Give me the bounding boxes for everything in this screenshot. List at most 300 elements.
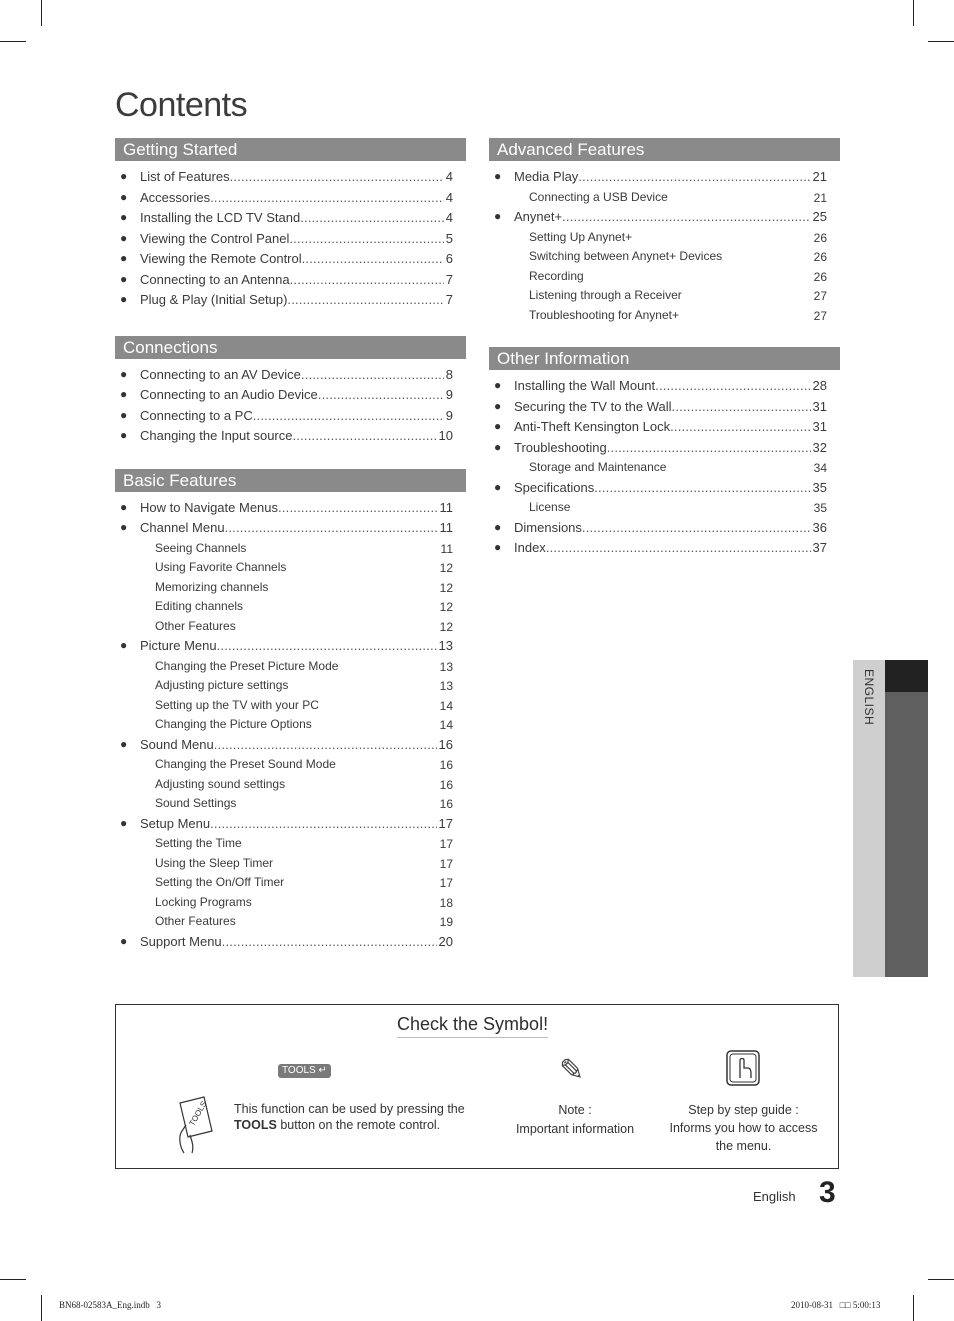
- dot-leader: [217, 638, 453, 653]
- tools-badge: [278, 1064, 331, 1078]
- bullet-icon: ●: [120, 271, 128, 286]
- toc-label-line: [155, 541, 453, 555]
- toc-label: Specifications: [514, 479, 595, 495]
- toc-label: Using the Sleep Timer: [155, 855, 274, 870]
- toc-page: 16: [439, 777, 453, 792]
- toc-entry: [115, 736, 466, 757]
- toc-label: Support Menu: [140, 933, 222, 949]
- crop-mark: [0, 1279, 26, 1280]
- toc-subentry: [115, 559, 466, 579]
- crop-mark: [41, 0, 42, 26]
- toc-subentry: [489, 229, 840, 249]
- toc-label-line: [514, 480, 827, 495]
- dot-leader: [582, 520, 827, 535]
- toc-page: 12: [439, 561, 453, 575]
- tools-badge-label: TOOLS: [282, 1065, 316, 1076]
- toc-list: [115, 499, 466, 954]
- toc-page: 11: [439, 499, 453, 515]
- section-other-information: [489, 347, 840, 560]
- toc-label: Listening through a Receiver: [529, 288, 682, 302]
- toc-page: 11: [439, 520, 453, 535]
- toc-label: Using Favorite Channels: [155, 560, 287, 574]
- toc-page: 17: [439, 876, 453, 890]
- toc-label-line: [140, 816, 453, 831]
- toc-entry: [115, 291, 466, 312]
- dot-leader: [607, 440, 827, 455]
- toc-page: 21: [813, 190, 827, 205]
- toc-page: 35: [812, 479, 827, 495]
- dot-leader: [222, 934, 453, 949]
- toc-page: 26: [813, 269, 827, 284]
- toc-label: Setting the Time: [155, 836, 242, 850]
- toc-page: 7: [445, 292, 453, 307]
- toc-page: 17: [439, 837, 453, 851]
- toc-entry: [115, 271, 466, 292]
- bullet-icon: ●: [494, 398, 502, 413]
- toc-label-line: [514, 209, 827, 224]
- toc-page: 9: [445, 407, 453, 423]
- crop-mark: [913, 1295, 914, 1321]
- dot-leader: [562, 209, 827, 224]
- toc-entry: [489, 539, 840, 560]
- dot-leader: [210, 816, 453, 831]
- bullet-icon: ●: [120, 169, 128, 183]
- toc-page: 10: [438, 428, 453, 443]
- toc-list: [115, 168, 466, 312]
- toc-label: Recording: [529, 268, 584, 283]
- toc-subentry: [115, 756, 466, 776]
- toc-page: 37: [812, 540, 827, 555]
- toc-label-line: [140, 408, 453, 423]
- tools-text-part: This function can be used by pressing the: [234, 1102, 465, 1116]
- toc-entry: [115, 427, 466, 448]
- toc-label: Connecting to an AV Device: [140, 366, 301, 382]
- toc-page: 28: [812, 378, 827, 393]
- guide-description: [661, 1101, 826, 1155]
- section-advanced-features: [489, 138, 840, 326]
- toc-page: 27: [813, 308, 827, 323]
- toc-page: 32: [812, 439, 827, 455]
- dot-leader: [594, 480, 827, 495]
- toc-label: Adjusting sound settings: [155, 776, 286, 791]
- toc-subentry: [115, 894, 466, 914]
- toc-label: Connecting to an Audio Device: [140, 387, 318, 402]
- toc-entry: [115, 250, 466, 271]
- toc-page: 27: [813, 289, 827, 303]
- toc-label-line: [514, 169, 827, 184]
- toc-label-line: [155, 914, 453, 928]
- toc-page: 13: [439, 659, 453, 674]
- section-heading: Other Information: [489, 347, 840, 370]
- toc-label-line: [140, 251, 453, 266]
- toc-page: 35: [813, 501, 827, 515]
- toc-label: Sound Settings: [155, 796, 237, 810]
- toc-subentry: [489, 268, 840, 288]
- toc-label: Connecting to an Antenna: [140, 271, 290, 287]
- dot-leader: [214, 737, 453, 752]
- toc-label: Media Play: [514, 169, 579, 184]
- toc-entry: [115, 168, 466, 189]
- dot-leader: [230, 169, 453, 184]
- toc-subentry: [115, 776, 466, 796]
- bullet-icon: ●: [120, 366, 128, 381]
- toc-label-line: [529, 460, 827, 474]
- toc-label-line: [140, 428, 453, 443]
- bullet-icon: ●: [120, 520, 128, 534]
- toc-entry: [115, 209, 466, 230]
- toc-label-line: [529, 308, 827, 322]
- toc-label-line: [140, 500, 453, 515]
- toc-label-line: [155, 560, 453, 574]
- toc-label-line: [140, 169, 453, 184]
- section-connections: [115, 336, 466, 448]
- tools-description: [234, 1101, 484, 1133]
- toc-label-line: [514, 440, 827, 455]
- toc-label: Accessories: [140, 189, 211, 205]
- bullet-icon: ●: [120, 210, 128, 224]
- toc-label: Anti-Theft Kensington Lock: [514, 419, 671, 434]
- bullet-icon: ●: [494, 439, 502, 454]
- bullet-icon: ●: [120, 736, 128, 751]
- bullet-icon: ●: [120, 638, 128, 652]
- bullet-icon: ●: [120, 189, 128, 204]
- toc-entry: [489, 418, 840, 439]
- toc-label-line: [155, 698, 453, 712]
- toc-page: 8: [445, 366, 453, 382]
- toc-label-line: [529, 230, 827, 244]
- toc-page: 16: [439, 758, 453, 772]
- toc-page: 26: [813, 230, 827, 245]
- toc-label-line: [155, 757, 453, 771]
- crop-mark: [928, 1279, 954, 1280]
- dot-leader: [289, 231, 453, 246]
- toc-page: 11: [440, 541, 453, 556]
- guide-detail: Informs you how to access the menu.: [669, 1121, 818, 1153]
- toc-label: Troubleshooting for Anynet+: [529, 307, 679, 322]
- toc-label-line: [155, 599, 453, 613]
- toc-label-line: [155, 777, 453, 791]
- section-heading: Getting Started: [115, 138, 466, 161]
- toc-label: Adjusting picture settings: [155, 678, 289, 692]
- toc-entry: [489, 398, 840, 419]
- toc-page: 12: [439, 600, 453, 614]
- page-number: 3: [819, 1176, 836, 1209]
- toc-label: Troubleshooting: [514, 439, 607, 455]
- toc-entry: [115, 230, 466, 251]
- bullet-icon: ●: [494, 540, 502, 554]
- toc-subentry: [489, 459, 840, 479]
- toc-label: Setting Up Anynet+: [529, 229, 633, 244]
- tools-text-part: button on the remote control.: [280, 1118, 441, 1132]
- section-basic-features: [115, 469, 466, 954]
- toc-label-line: [155, 678, 453, 692]
- toc-label: Storage and Maintenance: [529, 460, 667, 474]
- toc-label-line: [529, 269, 827, 283]
- toc-label: Installing the LCD TV Stand: [140, 210, 301, 225]
- toc-label: Setting up the TV with your PC: [155, 697, 319, 712]
- toc-page: 26: [813, 250, 827, 264]
- toc-label: Changing the Preset Sound Mode: [155, 757, 336, 771]
- toc-label: Channel Menu: [140, 520, 225, 535]
- toc-entry: [115, 366, 466, 387]
- bullet-icon: ●: [120, 292, 128, 306]
- toc-subentry: [115, 913, 466, 933]
- check-symbol-title: Check the Symbol!: [397, 1014, 548, 1038]
- toc-page: 21: [812, 169, 827, 184]
- crop-mark: [41, 1295, 42, 1321]
- bullet-icon: ●: [494, 479, 502, 494]
- right-column: [489, 138, 840, 560]
- bullet-icon: ●: [120, 407, 128, 422]
- toc-label: Securing the TV to the Wall: [514, 398, 672, 414]
- section-heading: Basic Features: [115, 469, 466, 492]
- toc-label-line: [529, 190, 827, 204]
- toc-subentry: [489, 248, 840, 268]
- toc-label: Sound Menu: [140, 736, 214, 752]
- toc-entry: [489, 208, 840, 229]
- toc-page: 13: [438, 638, 453, 653]
- toc-page: 4: [445, 189, 453, 205]
- toc-label: Changing the Input source: [140, 428, 293, 443]
- toc-label-line: [140, 737, 453, 752]
- bullet-icon: ●: [120, 387, 128, 401]
- toc-entry: [489, 168, 840, 189]
- toc-label-line: [155, 580, 453, 594]
- toc-page: 7: [445, 271, 453, 287]
- crop-mark: [0, 41, 26, 42]
- toc-label: Changing the Picture Options: [155, 717, 312, 731]
- pencil-note-icon: ✎: [559, 1054, 585, 1087]
- toc-page: 18: [439, 895, 453, 910]
- toc-label: Editing channels: [155, 599, 244, 613]
- section-getting-started: [115, 138, 466, 312]
- toc-subentry: [489, 189, 840, 209]
- toc-label-line: [140, 387, 453, 402]
- section-heading: Connections: [115, 336, 466, 359]
- bullet-icon: ●: [494, 378, 502, 392]
- toc-subentry: [489, 307, 840, 327]
- toc-subentry: [115, 716, 466, 736]
- dot-leader: [655, 378, 827, 393]
- toc-label-line: [140, 292, 453, 307]
- toc-label: Viewing the Control Panel: [140, 230, 290, 246]
- toc-label-line: [140, 190, 453, 205]
- toc-page: 12: [439, 619, 453, 634]
- dot-leader: [278, 500, 453, 515]
- toc-entry: [115, 407, 466, 428]
- toc-page: 20: [438, 933, 453, 949]
- toc-label: Viewing the Remote Control: [140, 251, 302, 266]
- toc-subentry: [115, 795, 466, 815]
- toc-label-line: [529, 288, 827, 302]
- toc-label: Installing the Wall Mount: [514, 378, 656, 393]
- toc-label: Setting the On/Off Timer: [155, 875, 285, 889]
- toc-label-line: [514, 378, 827, 393]
- toc-list: [115, 366, 466, 448]
- bullet-icon: ●: [120, 933, 128, 948]
- toc-page: 14: [439, 718, 453, 732]
- toc-page: 9: [445, 387, 453, 402]
- toc-label: Index: [514, 540, 546, 555]
- toc-label: Changing the Preset Picture Mode: [155, 658, 339, 673]
- toc-entry: [489, 439, 840, 460]
- dot-leader: [672, 399, 827, 414]
- toc-page: 36: [812, 519, 827, 535]
- toc-subentry: [115, 658, 466, 678]
- toc-page: 16: [438, 736, 453, 752]
- toc-label: Connecting a USB Device: [529, 189, 668, 204]
- dot-leader: [300, 210, 453, 225]
- dot-leader: [225, 520, 453, 535]
- tools-text-bold: TOOLS: [234, 1118, 277, 1132]
- dot-leader: [293, 428, 454, 443]
- toc-label-line: [155, 875, 453, 889]
- dot-leader: [301, 367, 453, 382]
- toc-label-line: [140, 367, 453, 382]
- toc-subentry: [115, 598, 466, 618]
- bullet-icon: ●: [120, 428, 128, 442]
- dot-leader: [290, 272, 453, 287]
- toc-page: 31: [812, 419, 827, 434]
- toc-page: 25: [812, 209, 827, 224]
- bullet-icon: ●: [494, 169, 502, 183]
- toc-label: Seeing Channels: [155, 540, 247, 555]
- dot-leader: [318, 387, 453, 402]
- dot-leader: [302, 251, 453, 266]
- check-symbol-box: [115, 1004, 839, 1169]
- language-tab-label: ENGLISH: [862, 669, 876, 726]
- toc-subentry: [115, 855, 466, 875]
- toc-page: 5: [445, 230, 453, 246]
- toc-label: Picture Menu: [140, 638, 217, 653]
- bullet-icon: ●: [120, 499, 128, 514]
- left-column: [115, 138, 466, 953]
- note-detail: Important information: [515, 1122, 635, 1136]
- dot-leader: [253, 408, 453, 423]
- toc-label: Other Features: [155, 618, 236, 633]
- toc-page: 13: [439, 679, 453, 693]
- toc-entry: [115, 499, 466, 520]
- toc-page: 17: [438, 815, 453, 831]
- toc-label: Connecting to a PC: [140, 407, 253, 423]
- footer-language: English: [753, 1189, 796, 1204]
- toc-entry: [115, 519, 466, 540]
- dot-leader: [287, 292, 453, 307]
- toc-entry: [115, 933, 466, 954]
- bullet-icon: ●: [494, 209, 502, 223]
- toc-page: 19: [439, 915, 453, 929]
- bullet-icon: ●: [120, 251, 128, 265]
- finger-guide-icon: [726, 1050, 760, 1086]
- toc-entry: [489, 377, 840, 398]
- toc-label: Memorizing channels: [155, 579, 269, 594]
- toc-label-line: [514, 399, 827, 414]
- toc-label: Plug & Play (Initial Setup): [140, 292, 288, 307]
- section-heading: Advanced Features: [489, 138, 840, 161]
- toc-label: Other Features: [155, 914, 236, 928]
- svg-text:TOOLS: TOOLS: [187, 1099, 209, 1128]
- toc-label: Dimensions: [514, 519, 582, 535]
- toc-entry: [489, 519, 840, 540]
- toc-label-line: [529, 500, 827, 514]
- toc-page: 6: [445, 251, 453, 266]
- toc-label-line: [529, 249, 827, 263]
- toc-label: Locking Programs: [155, 894, 252, 909]
- tools-return-icon: ↵: [318, 1065, 327, 1076]
- toc-label-line: [514, 520, 827, 535]
- toc-page: 12: [439, 580, 453, 595]
- toc-label-line: [140, 638, 453, 653]
- toc-entry: [115, 386, 466, 407]
- toc-label-line: [155, 659, 453, 673]
- bullet-icon: ●: [120, 815, 128, 830]
- toc-subentry: [115, 579, 466, 599]
- toc-label-line: [155, 895, 453, 909]
- page-title: Contents: [115, 86, 248, 124]
- toc-subentry: [115, 697, 466, 717]
- guide-label: Step by step guide :: [688, 1103, 799, 1117]
- dot-leader: [546, 540, 827, 555]
- toc-label-line: [155, 836, 453, 850]
- toc-label: List of Features: [140, 169, 230, 184]
- toc-label-line: [140, 520, 453, 535]
- dot-leader: [210, 190, 453, 205]
- dot-leader: [578, 169, 827, 184]
- crop-mark: [928, 41, 954, 42]
- language-tab-marker: [885, 660, 928, 692]
- toc-page: 14: [439, 698, 453, 713]
- toc-label-line: [155, 717, 453, 731]
- toc-label-line: [140, 210, 453, 225]
- toc-page: 4: [445, 169, 453, 184]
- note-description: [505, 1101, 645, 1139]
- toc-subentry: [115, 540, 466, 560]
- toc-label-line: [140, 272, 453, 287]
- toc-subentry: [489, 499, 840, 519]
- toc-entry: [489, 479, 840, 500]
- bullet-icon: ●: [494, 419, 502, 433]
- toc-subentry: [115, 874, 466, 894]
- print-slug-file: BN68-02583A_Eng.indb 3: [59, 1300, 161, 1310]
- toc-page: 16: [439, 797, 453, 811]
- toc-label: Anynet+: [514, 209, 563, 224]
- toc-page: 17: [439, 856, 453, 871]
- toc-page: 34: [813, 461, 827, 475]
- crop-mark: [913, 0, 914, 26]
- toc-label: How to Navigate Menus: [140, 499, 279, 515]
- bullet-icon: ●: [494, 519, 502, 534]
- toc-label-line: [514, 419, 827, 434]
- toc-subentry: [115, 618, 466, 638]
- bullet-icon: ●: [120, 230, 128, 245]
- toc-subentry: [115, 835, 466, 855]
- language-tab-strip: [885, 660, 928, 977]
- toc-label-line: [140, 231, 453, 246]
- toc-entry: [115, 637, 466, 658]
- toc-label: Setup Menu: [140, 815, 211, 831]
- toc-page: 4: [445, 210, 453, 225]
- toc-label: Switching between Anynet+ Devices: [529, 249, 723, 263]
- toc-entry: [115, 815, 466, 836]
- print-slug-date: 2010-08-31 □□ 5:00:13: [791, 1300, 881, 1310]
- toc-label-line: [155, 856, 453, 870]
- toc-entry: [115, 189, 466, 210]
- toc-subentry: [115, 677, 466, 697]
- toc-label: License: [529, 500, 571, 514]
- note-label: Note :: [558, 1103, 592, 1117]
- hand-pressing-tools-icon: [174, 1095, 218, 1155]
- toc-label-line: [140, 934, 453, 949]
